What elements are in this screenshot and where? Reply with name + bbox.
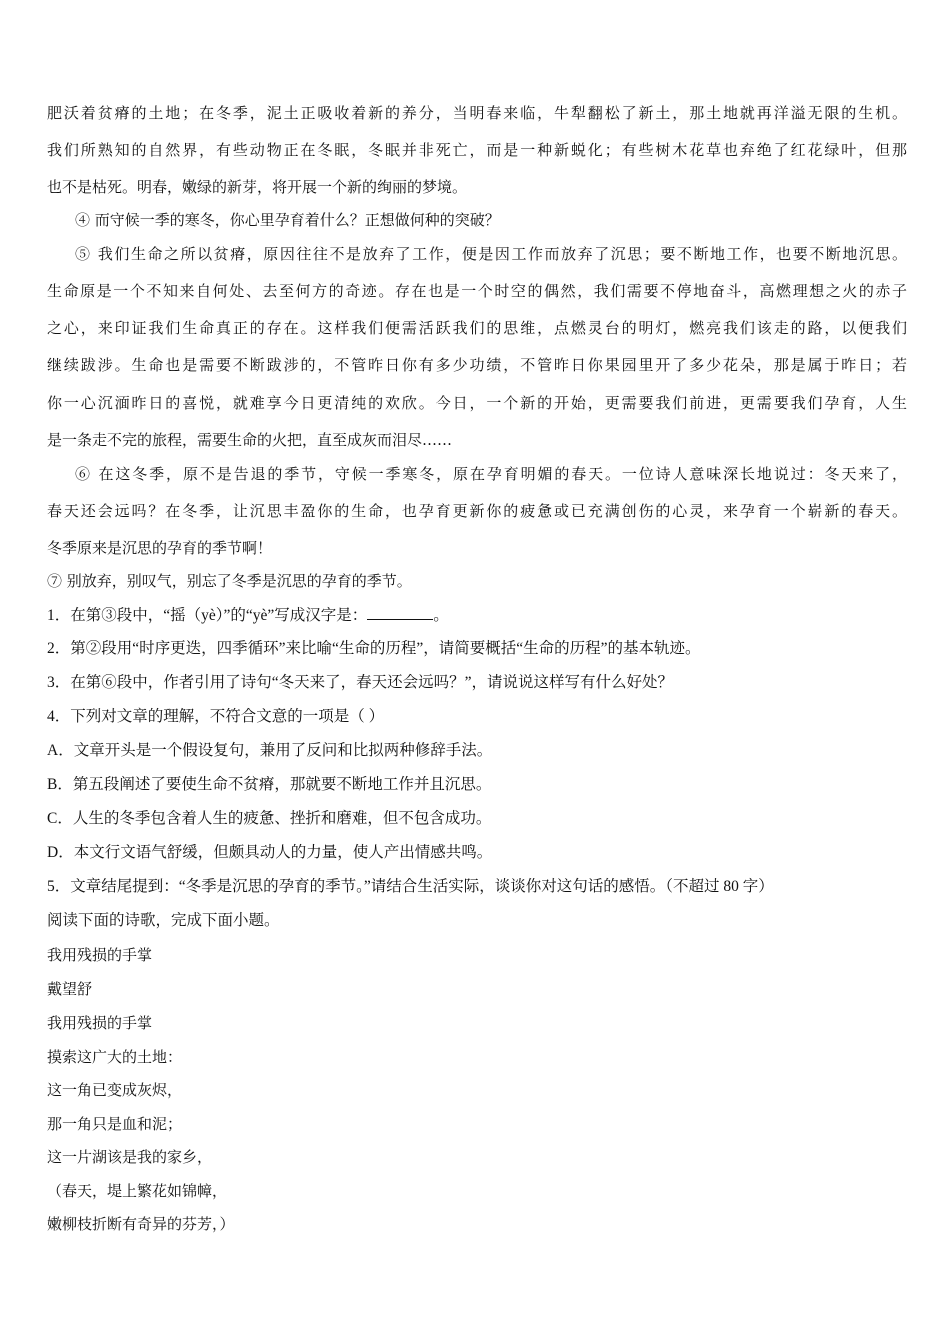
paragraph-6-line: 春天还会远吗？在冬季，让沉思丰盈你的生命，也孕育更新你的疲惫或已充满创伤的心灵，来孕育一个崭新的春天。 (47, 502, 907, 520)
option-b: B．第五段阐述了要使生命不贫瘠，那就要不断地工作并且沉思。 (47, 776, 492, 793)
paragraph-7: ⑦ 别放弃，别叹气，别忘了冬季是沉思的孕育的季节。 (47, 572, 412, 590)
paragraph-4: ④ 而守候一季的寒冬，你心里孕育着什么？正想做何种的突破？ (75, 211, 500, 229)
reading-instruction: 阅读下面的诗歌，完成下面小题。 (47, 912, 280, 929)
option-d: D．本文行文语气舒缓，但颇具动人的力量，使人产出情感共鸣。 (47, 844, 493, 861)
paragraph-5-line: ⑤ 我们生命之所以贫瘠，原因往往不是放弃了工作，便是因工作而放弃了沉思；要不断地工作，也要不断地沉思。 (75, 245, 907, 263)
poem-author: 戴望舒 (47, 980, 93, 998)
question-3: 3．在第⑥段中，作者引用了诗句“冬天来了，春天还会远吗？”，请说说这样写有什么好处？ (47, 674, 674, 691)
poem-title: 我用残损的手掌 (47, 946, 153, 964)
answer-blank[interactable] (367, 605, 433, 620)
passage-line: 我们所熟知的自然界，有些动物正在冬眠，冬眠并非死亡，而是一种新蜕化；有些树木花草也弃绝了红花绿叶，但那 (47, 141, 907, 159)
passage-line: 肥沃着贫瘠的土地；在冬季，泥土正吸收着新的养分，当明春来临，牛犁翻松了新土，那土地就再洋溢无限的生机。 (47, 104, 907, 122)
paragraph-6-line: ⑥ 在这冬季，原不是告退的季节，守候一季寒冬，原在孕育明媚的春天。一位诗人意味深长地说过：冬天来了， (75, 465, 907, 483)
option-c: C．人生的冬季包含着人生的疲惫、挫折和磨难，但不包含成功。 (47, 810, 492, 827)
paragraph-5-line: 你一心沉湎昨日的喜悦，就难享今日更清纯的欢欣。今日，一个新的开始，更需要我们前进，更需要我们孕育，人生 (47, 394, 907, 412)
poem-line: 这一片湖该是我的家乡， (47, 1148, 213, 1166)
paragraph-5-line: 继续跋涉。生命也是需要不断跋涉的，不管昨日你有多少功绩，不管昨日你果园里开了多少花朵，那是属于昨日；若 (47, 356, 907, 374)
poem-line: 我用残损的手掌 (47, 1014, 153, 1032)
passage-line: 也不是枯死。明春，嫩绿的新芽，将开展一个新的绚丽的梦境。 (47, 178, 468, 196)
poem-line: 摸索这广大的土地： (47, 1048, 183, 1066)
question-2: 2．第②段用“时序更迭，四季循环”来比喻“生命的历程”，请简要概括“生命的历程”的基本轨迹。 (47, 640, 701, 657)
paragraph-6-line: 冬季原来是沉思的孕育的季节啊！ (47, 539, 273, 557)
poem-line: （春天，堤上繁花如锦幛， (47, 1182, 228, 1200)
paragraph-5-line: 之心，来印证我们生命真正的存在。这样我们便需活跃我们的思维，点燃灵台的明灯，燃亮我们该走的路，以便我们 (47, 319, 907, 337)
question-1 (47, 605, 907, 626)
poem-line: 嫩柳枝折断有奇异的芬芳，） (47, 1215, 235, 1233)
question-5: 5．文章结尾提到：“冬季是沉思的孕育的季节。”请结合生活实际，谈谈你对这句话的感悟。（不超过 80 字） (47, 878, 774, 895)
question-4: 4．下列对文章的理解，不符合文意的一项是（ ） (47, 708, 385, 725)
paragraph-5-line: 生命原是一个不知来自何处、去至何方的奇迹。存在也是一个时空的偶然，我们需要不停地奋斗，高燃理想之火的赤子 (47, 282, 907, 300)
question-1-text: 1．在第③段中，“摇（yè）”的“yè”写成汉字是： (47, 607, 368, 624)
option-a: A．文章开头是一个假设复句，兼用了反问和比拟两种修辞手法。 (47, 742, 493, 759)
poem-line: 这一角已变成灰烬， (47, 1081, 183, 1099)
paragraph-5-line: 是一条走不完的旅程，需要生命的火把，直至成灰而泪尽…… (47, 431, 453, 449)
question-1-end: 。 (433, 607, 449, 624)
poem-line: 那一角只是血和泥； (47, 1115, 183, 1133)
